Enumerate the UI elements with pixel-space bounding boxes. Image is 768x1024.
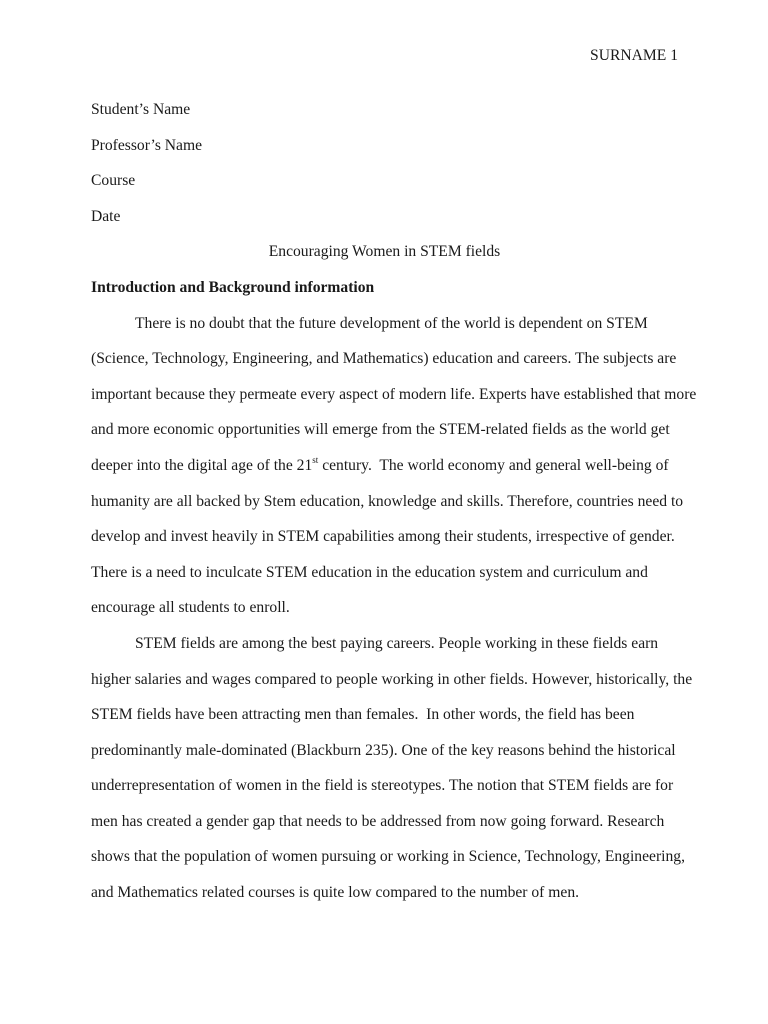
professor-name: Professor’s Name — [91, 136, 203, 154]
paragraph-2 — [91, 626, 693, 911]
paragraph-line: There is a need to inculcate STEM education in the education system and curriculum and — [91, 563, 648, 581]
paragraph-line: predominantly male-dominated (Blackburn 235). One of the key reasons behind the historical — [91, 741, 676, 759]
student-name: Student’s Name — [91, 101, 191, 118]
paragraph-line: important because they permeate every aspect of modern life. Experts have established that more — [91, 385, 697, 403]
line-text: deeper into the digital age of the 21 — [91, 456, 313, 474]
paragraph-line: men has created a gender gap that needs to be addressed from now going forward. Research — [91, 812, 665, 830]
section-heading: Introduction and Background information — [91, 278, 375, 296]
paragraph-line: encourage all students to enroll. — [91, 599, 290, 617]
paragraph-line: develop and invest heavily in STEM capabilities among their students, irrespective of gender. — [91, 528, 675, 546]
date: Date — [91, 207, 121, 225]
course: Course — [91, 172, 136, 190]
paragraph-line — [91, 448, 678, 484]
paragraph-line: shows that the population of women pursuing or working in Science, Technology, Engineering, — [91, 848, 685, 866]
paragraph-line: (Science, Technology, Engineering, and Mathematics) education and careers. The subjects are — [91, 350, 677, 368]
paragraph-line: There is no doubt that the future development of the world is dependent on STEM — [135, 314, 648, 332]
paper-title: Encouraging Women in STEM fields — [268, 243, 501, 261]
paragraph-line: humanity are all backed by Stem education, knowledge and skills. Therefore, countries need to — [91, 492, 684, 510]
header-surname: SURNAME — [590, 47, 667, 64]
header-page-number: 1 — [670, 47, 678, 64]
paragraph-line: underrepresentation of women in the field is stereotypes. The notion that STEM fields are for — [91, 777, 674, 795]
paragraph-1 — [91, 306, 697, 626]
ordinal-superscript: st — [312, 454, 319, 465]
line-text: century. The world economy and general well-being of — [318, 456, 669, 474]
running-header — [590, 47, 678, 65]
paragraph-line: higher salaries and wages compared to people working in other fields. However, historically, the — [91, 670, 693, 688]
paragraph-line: STEM fields are among the best paying careers. People working in these fields earn — [135, 634, 659, 652]
document-body — [91, 92, 697, 911]
paragraph-line: and more economic opportunities will emerge from the STEM-related fields as the world get — [91, 421, 670, 439]
paragraph-line: STEM fields have been attracting men than females. In other words, the field has been — [91, 706, 635, 724]
paragraph-line: and Mathematics related courses is quite low compared to the number of men. — [91, 884, 580, 902]
